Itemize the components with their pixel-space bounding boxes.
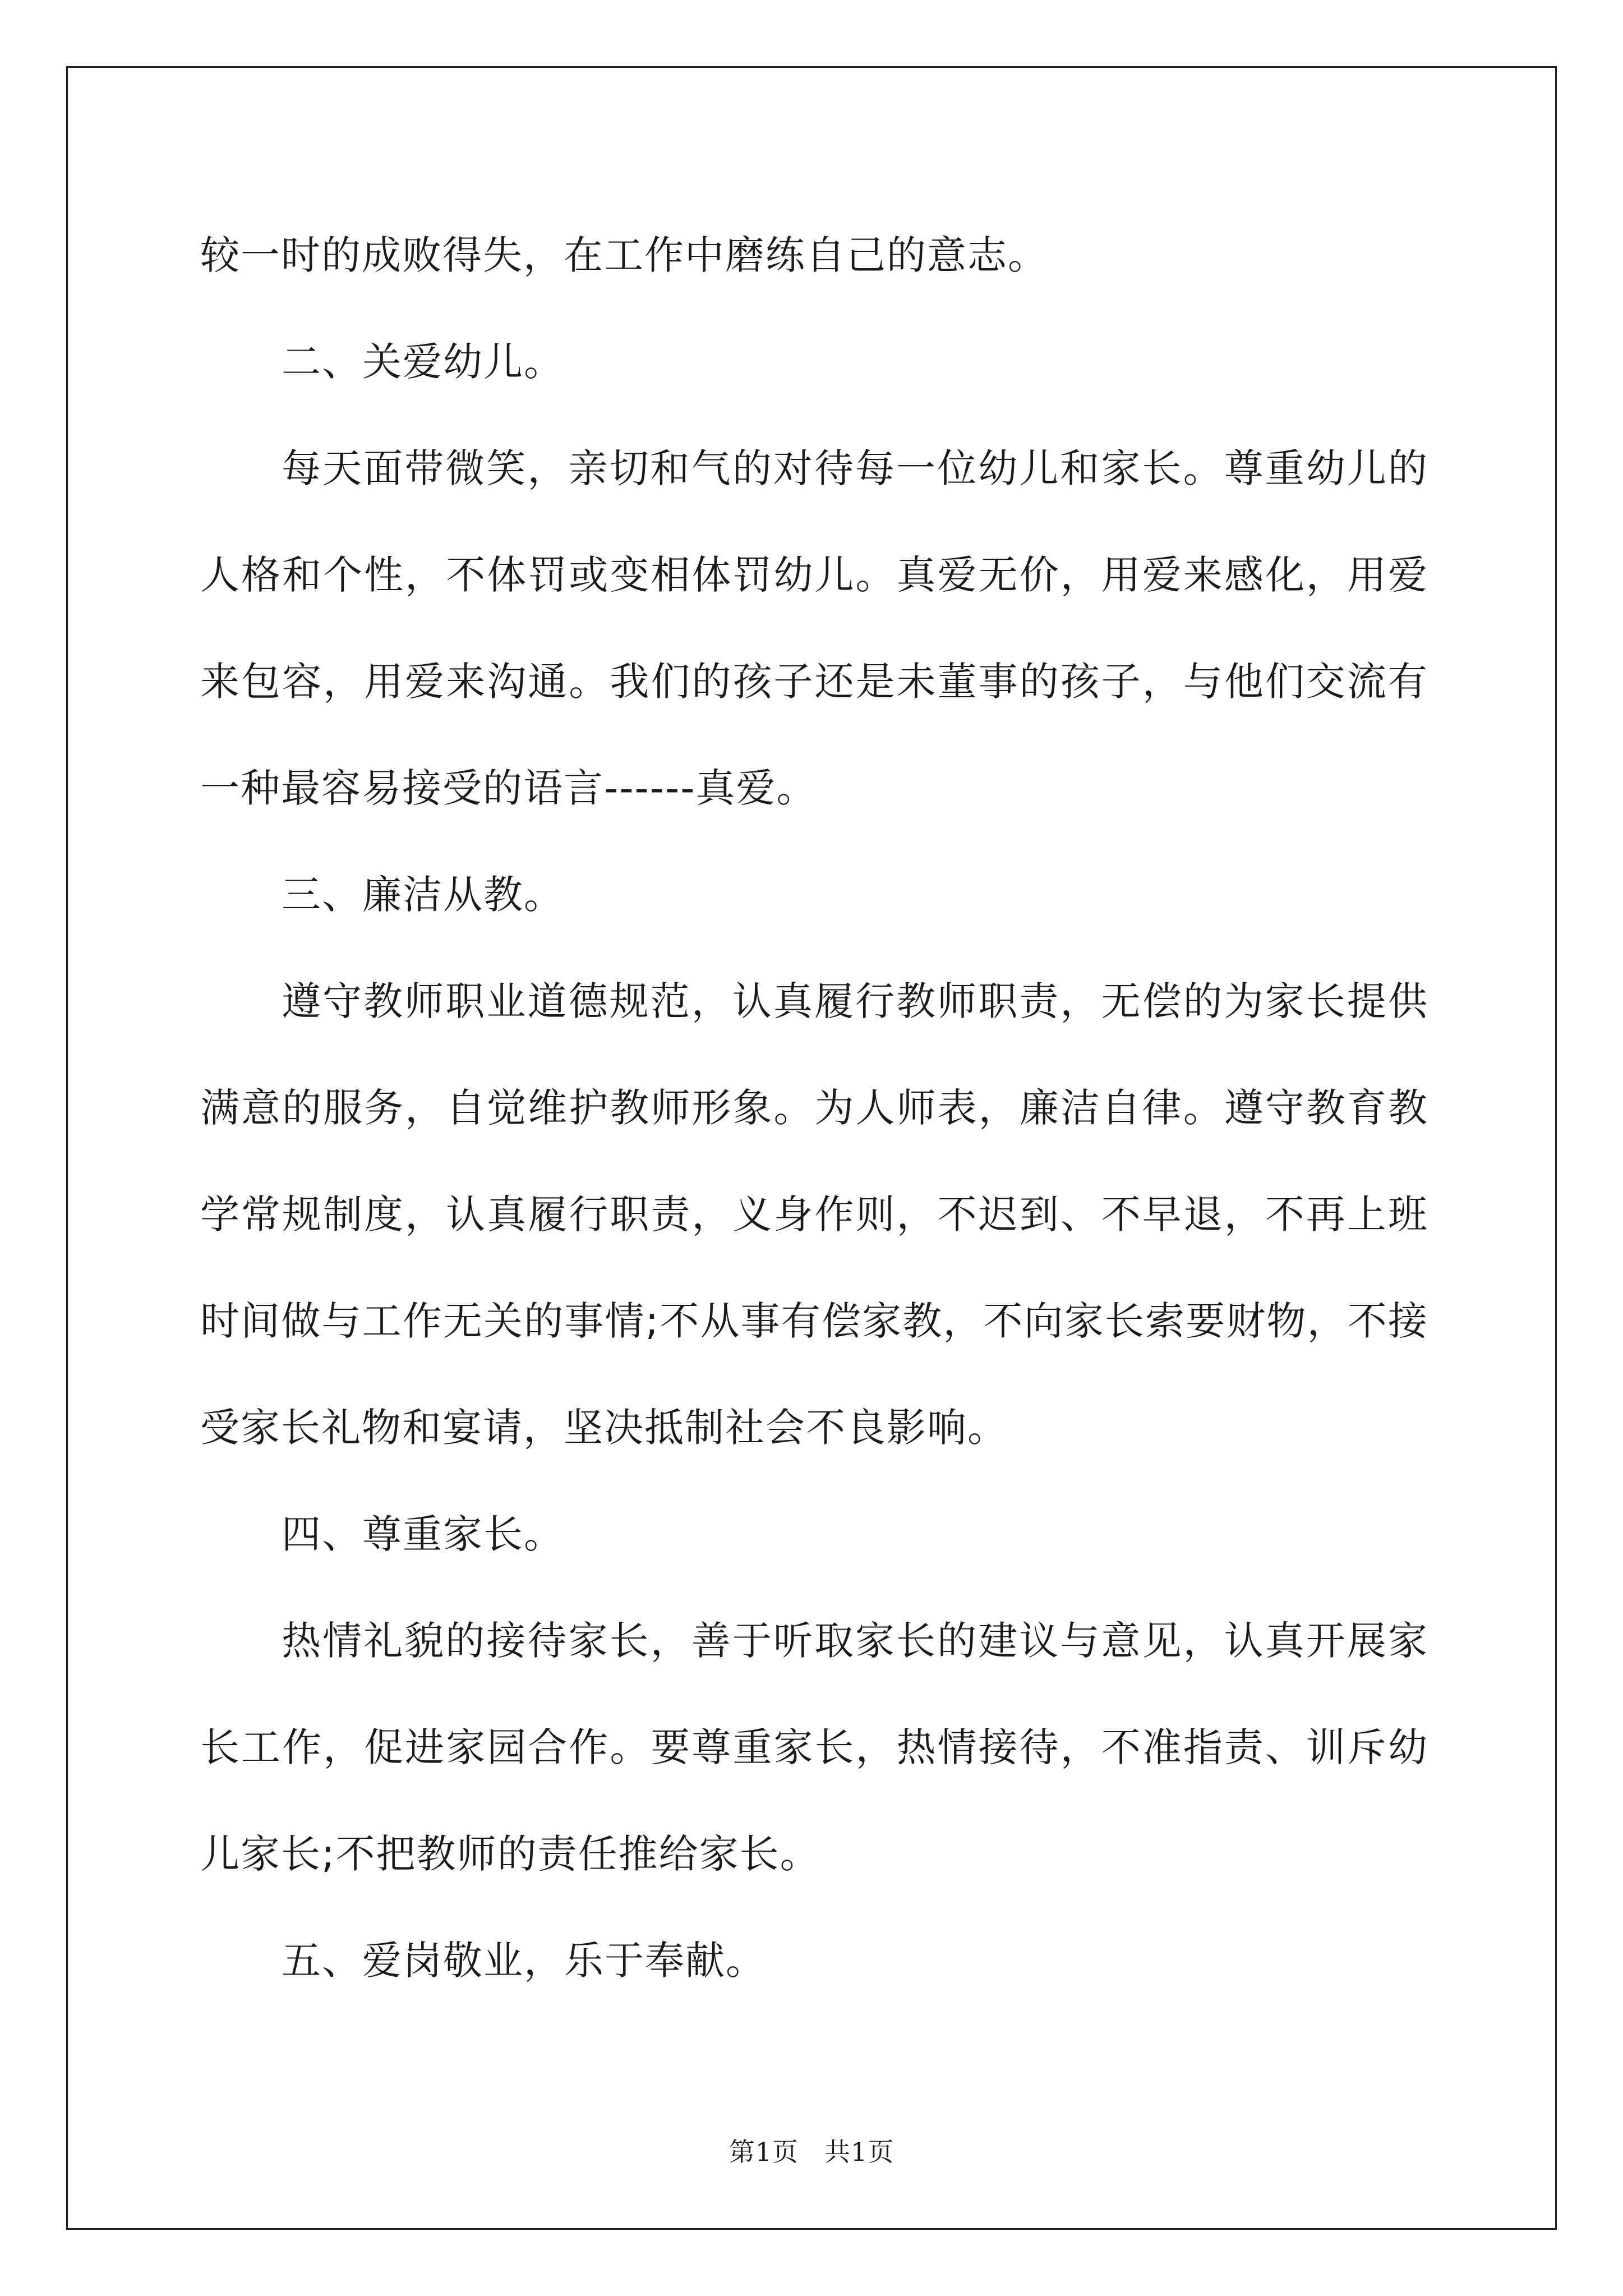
page-footer <box>0 2132 1623 2169</box>
paragraph-1: 较一时的成败得失，在工作中磨练自己的意志。 <box>200 232 1048 278</box>
paragraph-4: 热情礼貌的接待家长，善于听取家长的建议与意见，认真开展家长工作，促进家园合作。要尊重家长，热情接待，不准指责、训斥幼儿家长;不把教师的责任推给家长。 <box>200 1618 1428 1877</box>
heading-respect-parents: 四、尊重家长。 <box>282 1511 564 1557</box>
document-body <box>200 202 1428 2014</box>
heading-care-for-children: 二、关爱幼儿。 <box>282 339 564 385</box>
heading-integrity-in-teaching: 三、廉洁从教。 <box>282 872 564 918</box>
paragraph-3: 遵守教师职业道德规范，认真履行教师职责，无偿的为家长提供满意的服务，自觉维护教师形象。为人师表，廉洁自律。遵守教育教学常规制度，认真履行职责，义身作则，不迟到、不早退，不再上班时间做与工作无关的事情;不从事有偿家教，不向家长索要财物，不接受家长礼物和宴请，坚决抵制社会不良影响。 <box>200 978 1428 1451</box>
page-total: 共1页 <box>824 2137 895 2167</box>
paragraph-2: 每天面带微笑，亲切和气的对待每一位幼儿和家长。尊重幼儿的人格和个性，不体罚或变相体罚幼儿。真爱无价，用爱来感化，用爱来包容，用爱来沟通。我们的孩子还是未董事的孩子，与他们交流有一种最容易接受的语言------真爱。 <box>200 445 1428 811</box>
page-number: 第1页 <box>728 2137 799 2167</box>
heading-dedication: 五、爱岗敬业，乐于奉献。 <box>282 1938 766 1984</box>
